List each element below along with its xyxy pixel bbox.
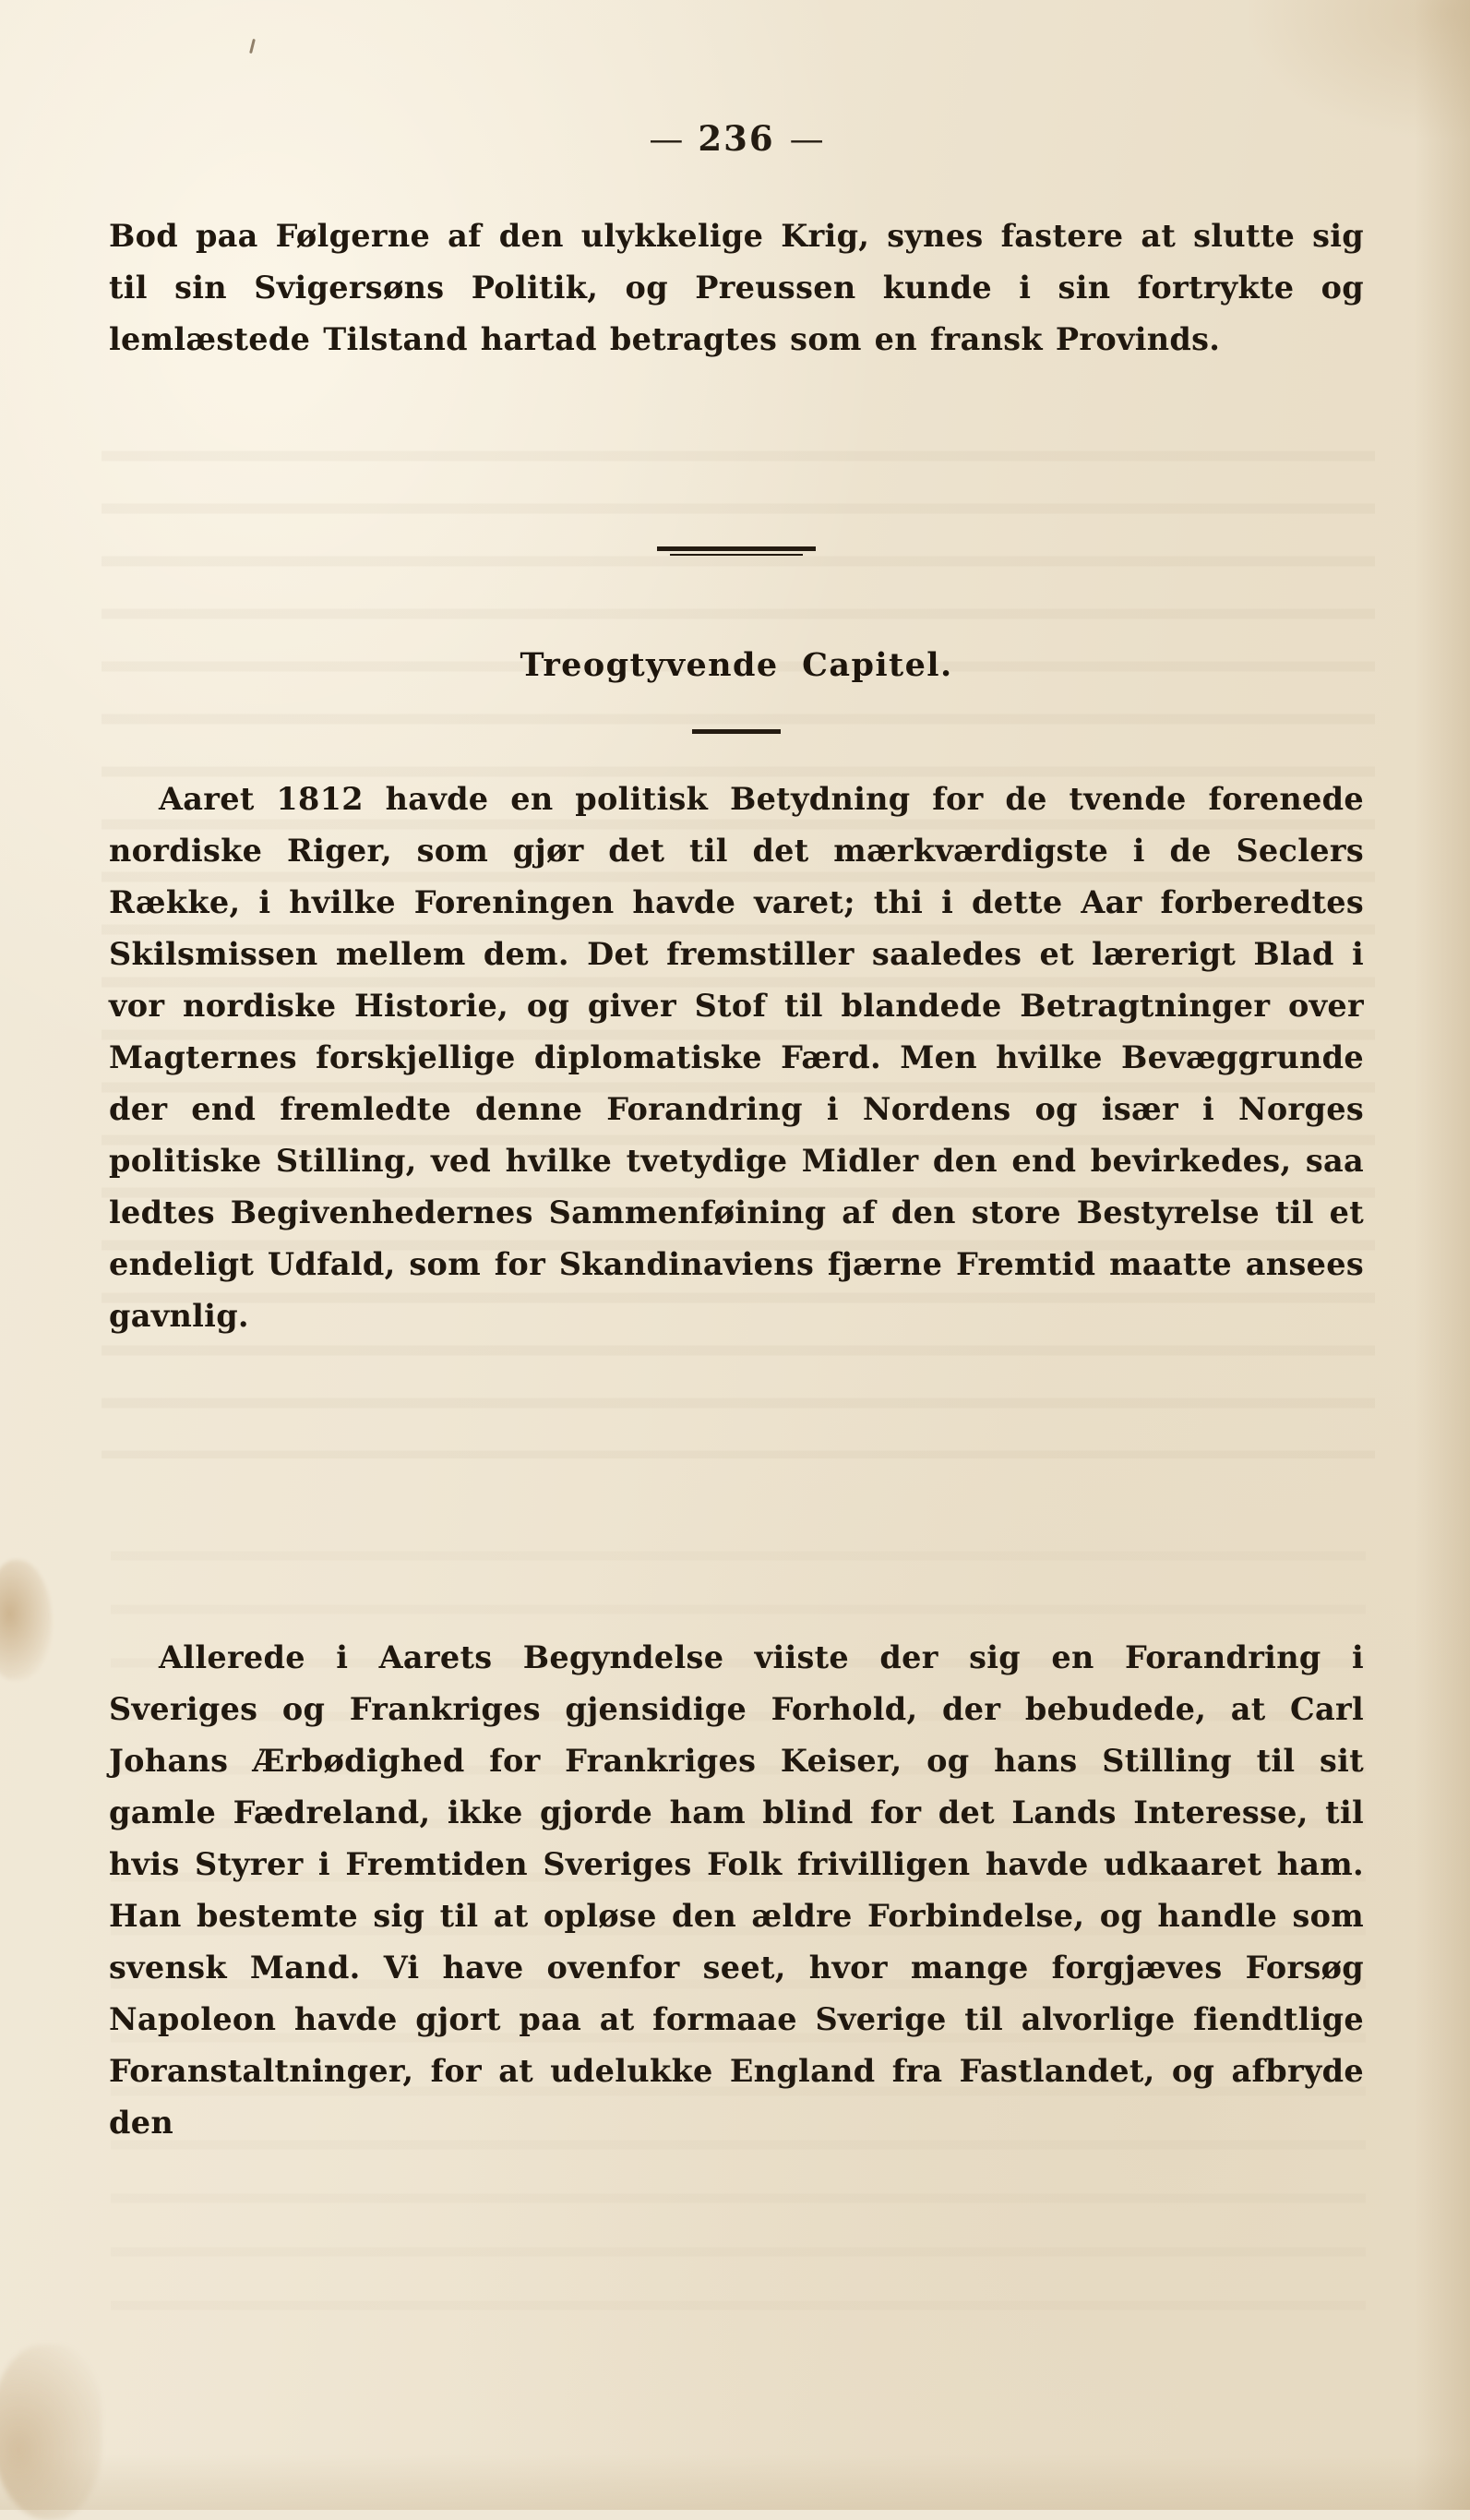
section-divider <box>109 546 1364 556</box>
page-edge-shadow-right <box>1415 0 1470 2510</box>
chapter-heading: Treogtyvende Capitel. <box>520 646 953 684</box>
top-text-block <box>109 210 1364 366</box>
chapter-body-block-2 <box>109 1632 1364 2149</box>
paragraph-continuation: Bod paa Følgerne af den ulykkelige Krig, synes fastere at slutte sig til sin Svigersøns Politik, og Preussen kunde i sin fortrykte og lemlæstede Tilstand hartad betragtes som en fransk Provinds. <box>109 218 1364 357</box>
divider-thick-rule <box>657 546 816 551</box>
running-head <box>109 118 1364 159</box>
divider-ornament <box>657 546 816 556</box>
page-number: 236 <box>698 118 775 159</box>
running-head-dash-left: — <box>649 119 684 159</box>
paper-stain-bottom-left <box>0 2345 102 2520</box>
chapter-body-block-1 <box>109 774 1364 1342</box>
running-head-dash-right: — <box>789 119 824 159</box>
paper-stain-left-edge <box>0 1560 52 1680</box>
chapter-rule-bar <box>692 729 781 734</box>
paragraph-1: Aaret 1812 havde en politisk Betydning for de tvende forenede nordiske Riger, som gjør det til det mærkværdigste i de Seclers Række, i hvilke Foreningen havde varet; thi i dette Aar forberedtes Skilsmissen mellem dem. Det fremstiller saaledes et lærerigt Blad i vor nordiske Historie, og giver Stof til blandede Betragtninger over Magternes forskjellige diplomatiske Færd. Men hvilke Bevæggrunde der end fremledte denne Forandring i Nordens og især i Norges politiske Stilling, ved hvilke tvetydige Midler den end bevirkedes, saa ledtes Begivenhedernes Sammenføining af den store Bestyrelse til et endeligt Udfald, som for Skandinaviens fjærne Fremtid maatte ansees gavnlig. <box>109 781 1364 1334</box>
divider-thin-rule <box>670 554 803 556</box>
chapter-heading-rule <box>109 729 1364 734</box>
paragraph-2: Allerede i Aarets Begyndelse viiste der sig en Forandring i Sveriges og Frankriges gjensidige Forhold, der bebudede, at Carl Johans Ærbødighed for Frankriges Keiser, og hans Stilling til sit gamle Fædreland, ikke gjorde ham blind for det Lands Interesse, til hvis Styrer i Fremtiden Sveriges Folk frivilligen havde udkaaret ham. Han bestemte sig til at opløse den ældre Forbindelse, og handle som svensk Mand. Vi have ovenfor seet, hvor mange forgjæves Forsøg Napoleon havde gjort paa at formaae Sverige til alvorlige fiendtlige Foranstaltninger, for at udelukke England fra Fastlandet, og afbryde den <box>109 1639 1364 2141</box>
page-content <box>109 0 1364 2510</box>
